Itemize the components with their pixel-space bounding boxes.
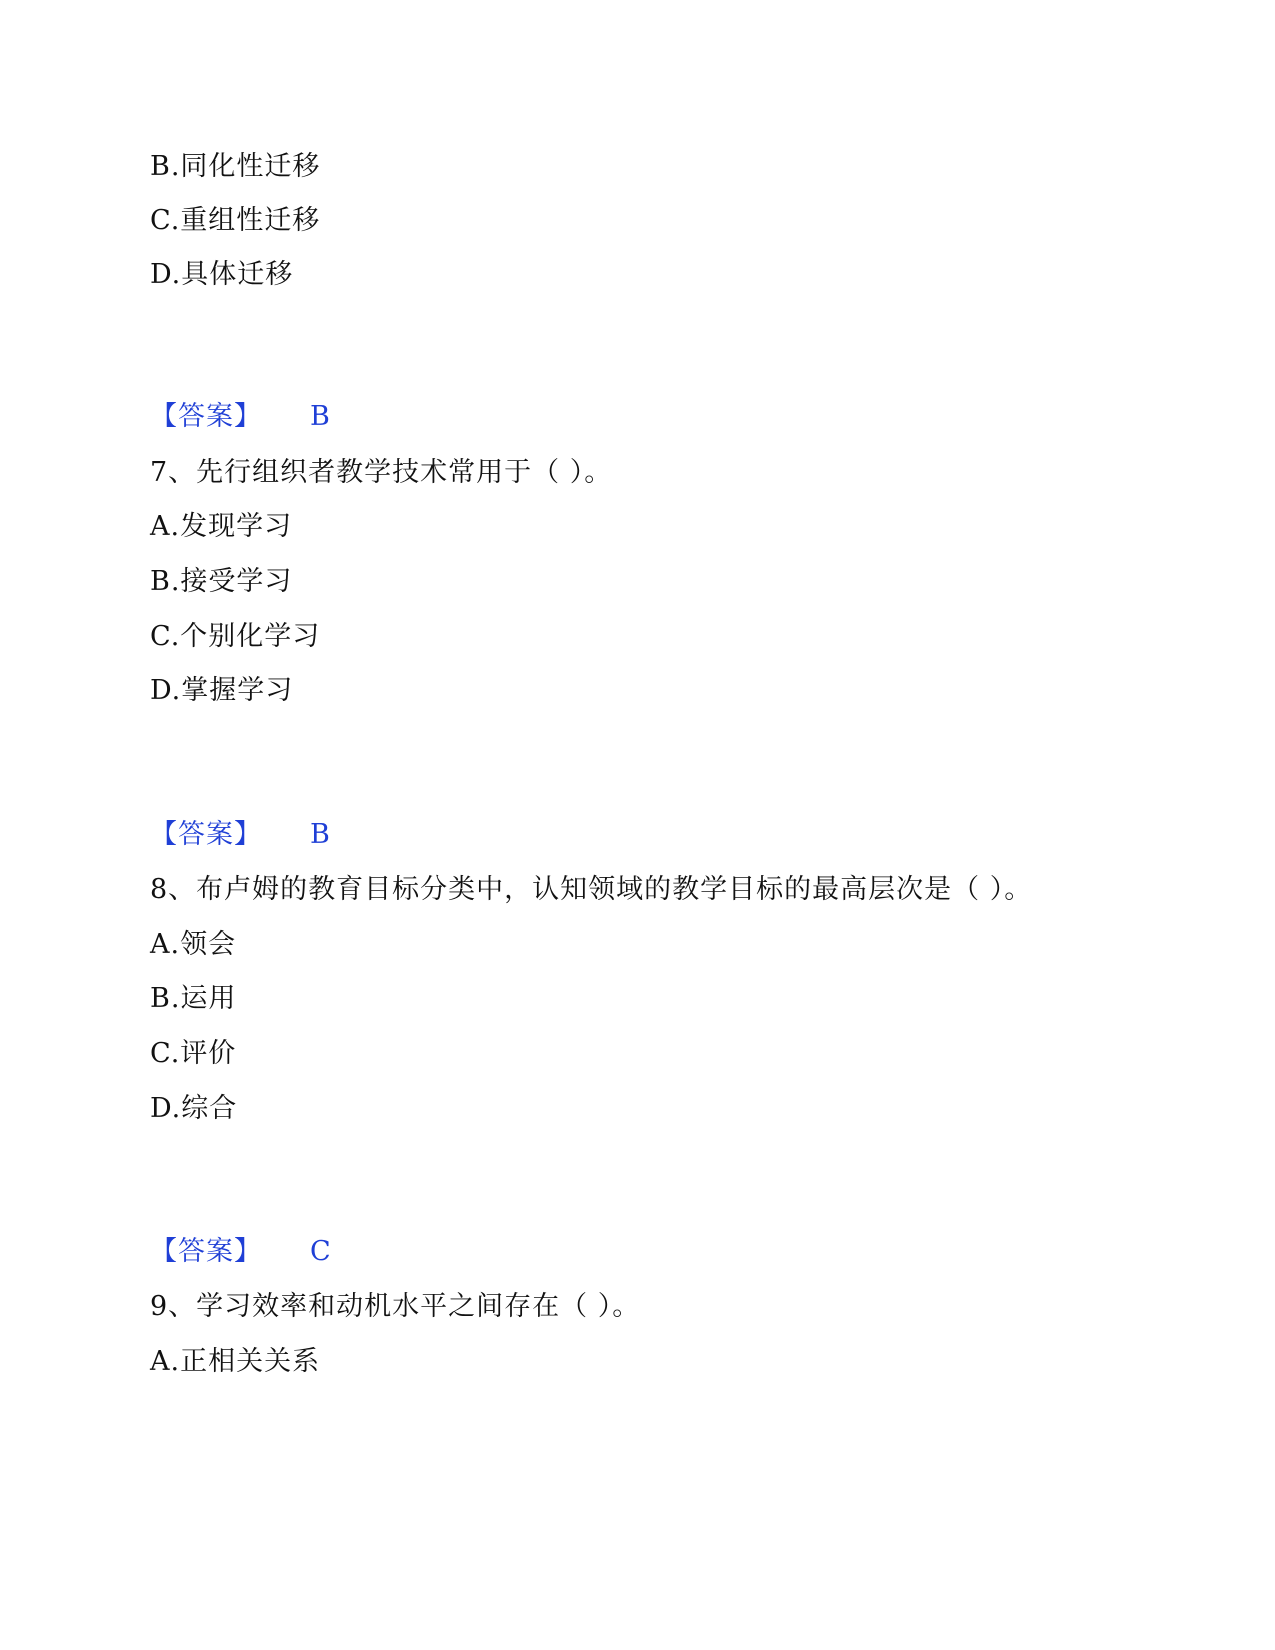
option-d-q8: D.综合 xyxy=(150,1093,238,1124)
option-c-q6: C.重组性迁移 xyxy=(150,205,321,236)
option-a-q9: A.正相关关系 xyxy=(150,1346,321,1377)
option-d-q6: D.具体迁移 xyxy=(150,259,294,290)
answer-q7 xyxy=(150,818,331,852)
option-a-q7: A.发现学习 xyxy=(150,511,293,542)
question-7: 7、先行组织者教学技术常用于（ ）。 xyxy=(150,457,613,488)
option-c-q7: C.个别化学习 xyxy=(150,621,321,652)
answer-label: 【答案】 xyxy=(150,401,262,432)
answer-label: 【答案】 xyxy=(150,1236,262,1267)
question-9: 9、学习效率和动机水平之间存在（ ）。 xyxy=(150,1291,641,1322)
option-d-q7: D.掌握学习 xyxy=(150,675,294,706)
answer-label: 【答案】 xyxy=(150,819,262,850)
answer-value: B xyxy=(310,401,331,432)
question-8: 8、布卢姆的教育目标分类中，认知领域的教学目标的最高层次是（ ）。 xyxy=(150,874,1033,905)
answer-q6 xyxy=(150,400,331,434)
option-b-q8: B.运用 xyxy=(150,983,237,1014)
answer-q8 xyxy=(150,1235,332,1269)
option-b-q6: B.同化性迁移 xyxy=(150,151,321,182)
option-c-q8: C.评价 xyxy=(150,1038,237,1069)
answer-value: C xyxy=(310,1236,332,1267)
option-b-q7: B.接受学习 xyxy=(150,566,293,597)
answer-value: B xyxy=(310,819,331,850)
option-a-q8: A.领会 xyxy=(150,929,237,960)
